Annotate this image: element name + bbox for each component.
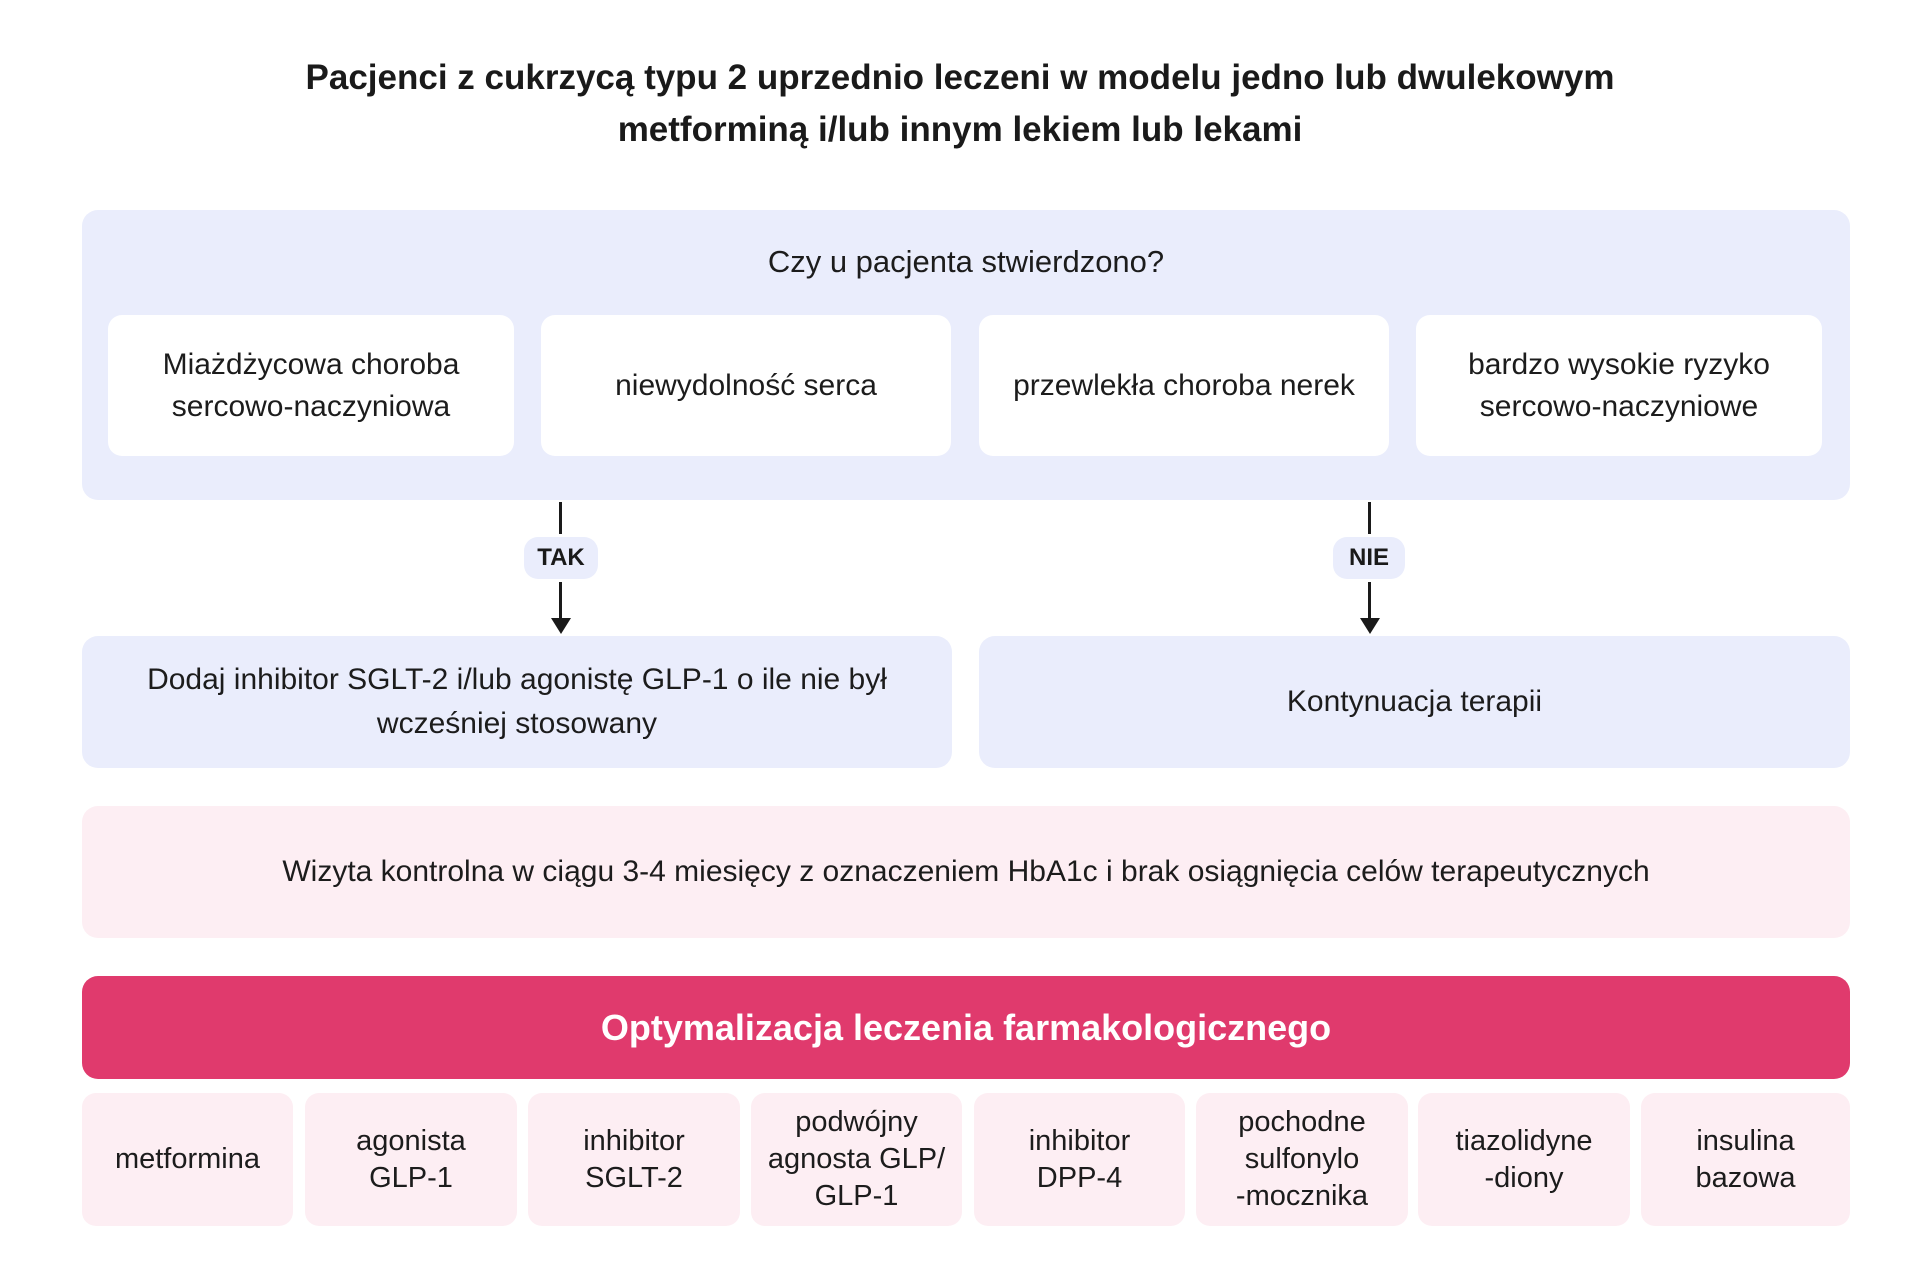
yes-arrowhead xyxy=(551,618,571,634)
yes-action-line: wcześniej stosowany xyxy=(376,707,658,740)
yes-action-box xyxy=(82,636,952,768)
drug-card-thiazolidinediones xyxy=(1418,1093,1630,1226)
drug-card-dual-agonist xyxy=(751,1093,962,1226)
drug-card-sglt2-inhibitor xyxy=(528,1093,740,1226)
no-action-box xyxy=(979,636,1850,768)
drug-line: metformina xyxy=(114,1143,261,1175)
drug-line: pochodne xyxy=(1238,1106,1366,1138)
drug-line: podwójny xyxy=(795,1106,918,1138)
condition-line: Miażdżycowa choroba xyxy=(162,347,460,381)
drug-line: -mocznika xyxy=(1235,1180,1369,1212)
question-text: Czy u pacjenta stwierdzono? xyxy=(767,244,1165,279)
drug-line: DPP-4 xyxy=(1036,1161,1123,1194)
no-arrowhead xyxy=(1360,618,1380,634)
condition-line: niewydolność serca xyxy=(615,368,877,402)
condition-line: przewlekła choroba nerek xyxy=(1013,368,1355,402)
drug-card-sulfonylurea xyxy=(1196,1093,1408,1226)
drug-line: sulfonylo xyxy=(1244,1143,1360,1175)
no-connector-bottom xyxy=(1368,582,1371,618)
drug-card-metformin xyxy=(82,1093,293,1226)
yes-connector-bottom xyxy=(559,582,562,618)
drug-line: insulina xyxy=(1696,1124,1795,1157)
drug-line: inhibitor xyxy=(1028,1124,1131,1157)
condition-card-atherosclerotic xyxy=(108,315,514,456)
drug-line: GLP-1 xyxy=(814,1180,899,1212)
condition-line: bardzo wysokie ryzyko xyxy=(1468,347,1770,381)
condition-line: sercowo-naczyniowa xyxy=(171,389,451,423)
drug-card-basal-insulin xyxy=(1641,1093,1850,1226)
drug-card-glp1-agonist xyxy=(305,1093,517,1226)
diagram-title xyxy=(0,52,1920,156)
drug-line: agnosta GLP/ xyxy=(767,1143,946,1175)
drug-line: tiazolidyne xyxy=(1455,1124,1593,1157)
drug-line: -diony xyxy=(1484,1161,1564,1194)
drug-line: GLP-1 xyxy=(369,1161,453,1194)
condition-line: sercowo-naczyniowe xyxy=(1479,389,1759,423)
title-line-2: metforminą i/lub innym lekiem lub lekami xyxy=(617,110,1303,149)
drug-card-dpp4-inhibitor xyxy=(974,1093,1185,1226)
yes-connector-top xyxy=(559,502,562,534)
optimization-banner xyxy=(82,976,1850,1079)
condition-card-very-high-cv-risk xyxy=(1416,315,1822,456)
drug-line: agonista xyxy=(356,1124,466,1157)
drug-line: inhibitor xyxy=(583,1124,685,1157)
no-action-text: Kontynuacja terapii xyxy=(1286,685,1543,718)
title-line-1: Pacjenci z cukrzycą typu 2 uprzednio leczeni w modelu jedno lub dwulekowym xyxy=(305,58,1615,97)
no-label: NIE xyxy=(1333,537,1405,579)
drug-line: SGLT-2 xyxy=(585,1161,683,1194)
no-connector-top xyxy=(1368,502,1371,534)
followup-text: Wizyta kontrolna w ciągu 3-4 miesięcy z oznaczeniem HbA1c i brak osiągnięcia celów terapeutycznych xyxy=(282,855,1650,888)
optimization-title: Optymalizacja leczenia farmakologicznego xyxy=(600,1006,1332,1048)
followup-box xyxy=(82,806,1850,938)
yes-label: TAK xyxy=(524,537,598,579)
condition-card-heart-failure xyxy=(541,315,951,456)
yes-action-line: Dodaj inhibitor SGLT-2 i/lub agonistę GLP-1 o ile nie był xyxy=(147,663,887,696)
condition-card-ckd xyxy=(979,315,1389,456)
drug-line: bazowa xyxy=(1695,1161,1796,1194)
